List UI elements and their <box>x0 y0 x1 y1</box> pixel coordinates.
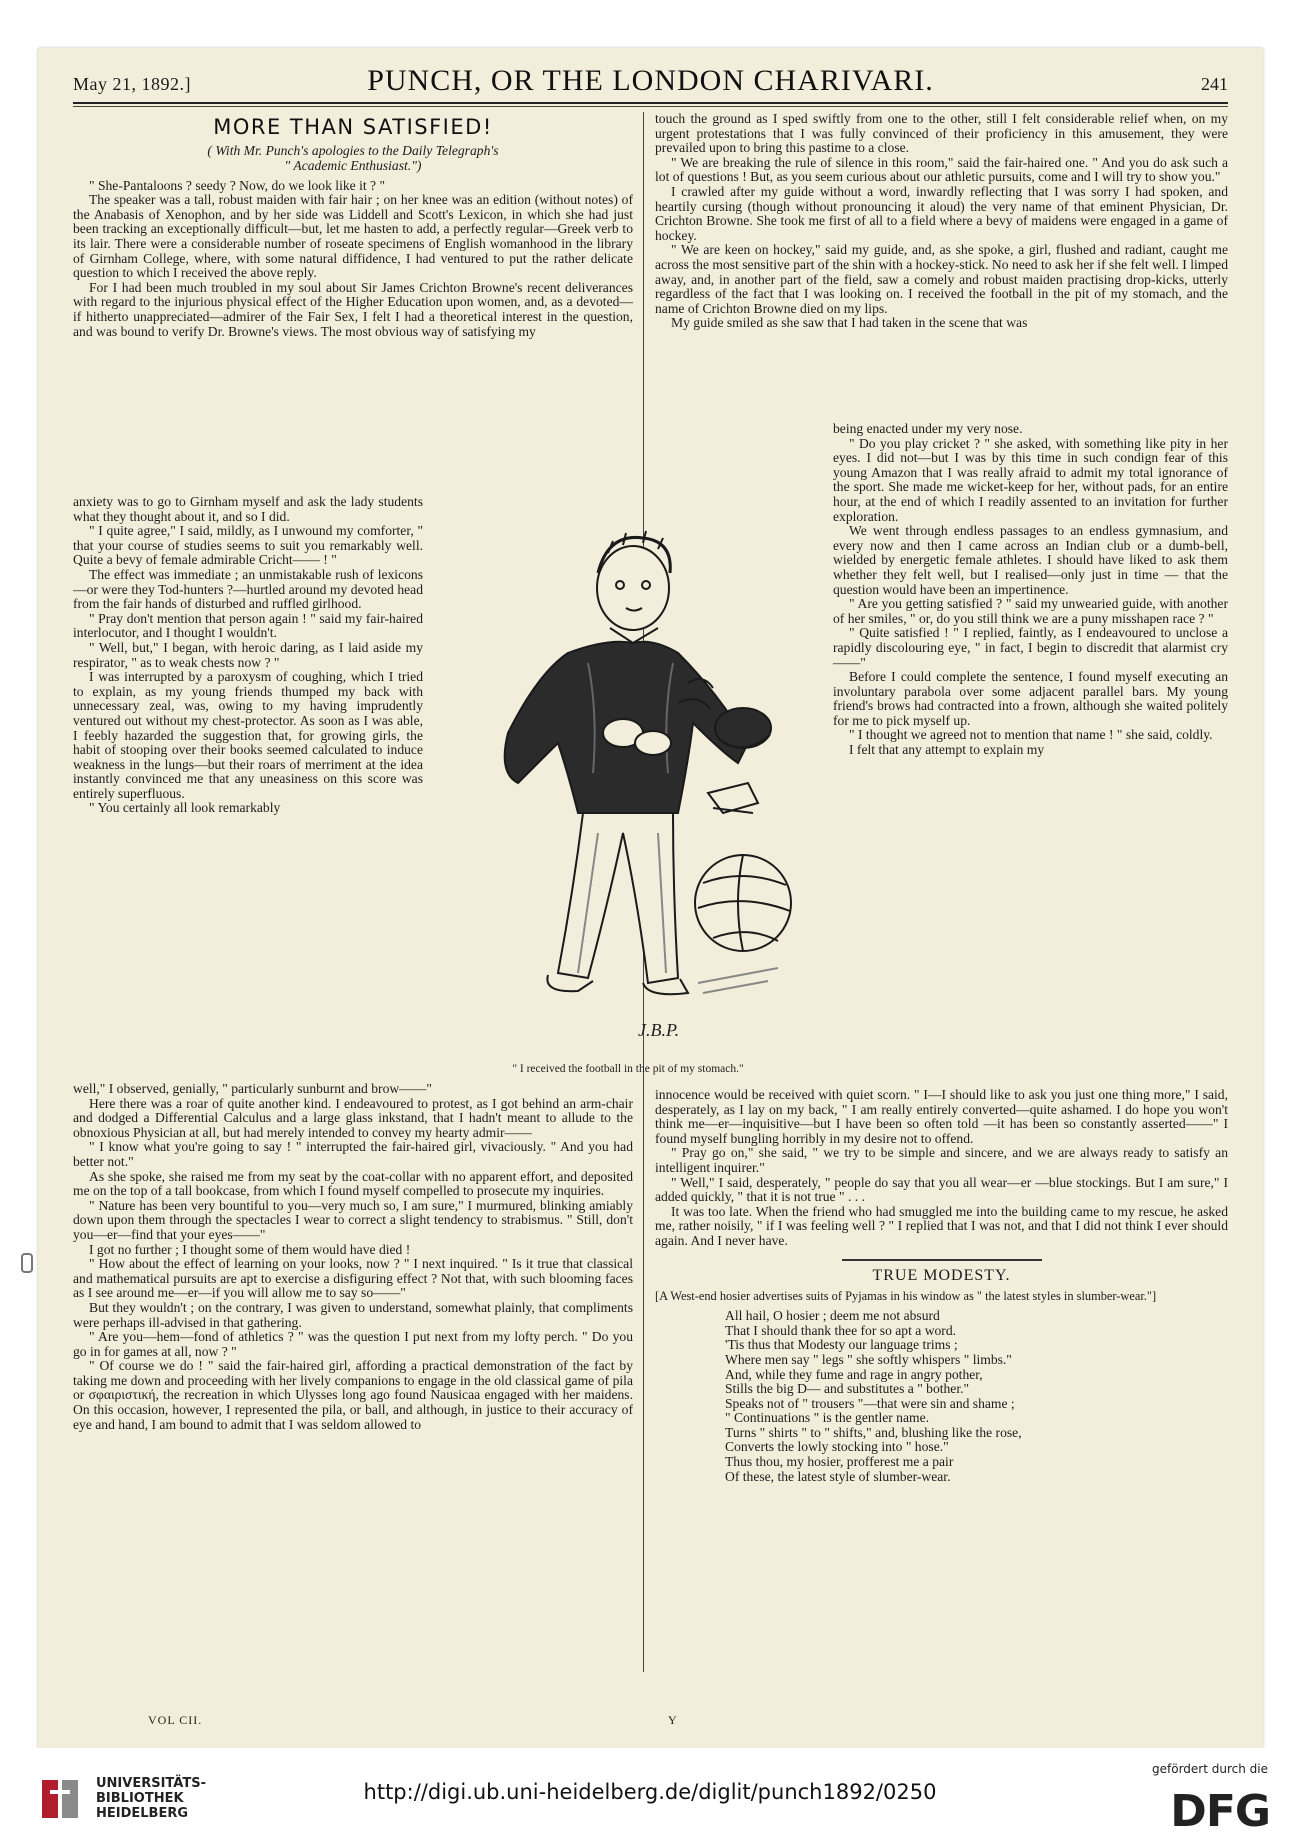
illustration-caption: " I received the football in the pit of my stomach." <box>512 1063 744 1075</box>
paragraph: " You certainly all look remarkably <box>89 800 281 816</box>
paragraph: " I know what you're going to say ! " interrupted the fair-haired girl, vivaciously. " And you had better not." <box>73 1139 633 1169</box>
paragraph: innocence would be received with quiet scorn. " I—I should like to ask you just one thing more," I said, desperately, as I lay on my back, " I am really entirely converted—quite ashamed. I do hope you won't think me—er—inquisitive—but I have been so often told —it has been so constantly asserted——" I found myself bungling horribly in my desire not to offend. <box>655 1087 1228 1146</box>
paragraph: well," I observed, genially, " particularly sunburnt and brow——" <box>73 1081 432 1096</box>
signature-mark: Y <box>668 1713 677 1727</box>
poem-body <box>725 1309 1228 1484</box>
paragraph: Before I could complete the sentence, I found myself executing an involuntary parabola over some adjacent parallel bars. My young friend's brows had contracted into a frown, although she waited politely for me to pick myself up. <box>833 669 1228 728</box>
paragraph: " Quite satisfied ! " I replied, faintly, as I endeavoured to unclose a rapidly discolouring eye, " in fact, I begin to discredit that alarmist cry——" <box>833 625 1228 670</box>
paragraph: anxiety was to go to Girnham myself and ask the lady students what they thought about it, and so I did. <box>73 494 423 524</box>
poem-line: Converts the lowly stocking into " hose." <box>725 1439 949 1455</box>
poem-line: And, while they fume and rage in angry pother, <box>725 1366 983 1382</box>
left-column-bottom <box>73 1082 633 1432</box>
right-column-narrow <box>833 422 1228 758</box>
paragraph: My guide smiled as she saw that I had taken in the scene that was <box>671 315 1028 331</box>
poem-line: That I should thank thee for so apt a word. <box>725 1322 957 1338</box>
binding-clip-icon <box>20 1252 34 1274</box>
paragraph: " I thought we agreed not to mention that name ! " she said, coldly. <box>849 727 1213 743</box>
article-title: MORE THAN SATISFIED! <box>213 115 493 139</box>
paragraph: " Are you—hem—fond of athletics ? " was the question I put next from my lofty perch. " Do you go in for games at all, now ? " <box>73 1329 633 1359</box>
paragraph: I felt that any attempt to explain my <box>849 742 1045 758</box>
scanned-page <box>38 48 1263 1748</box>
paragraph: " We are keen on hockey," said my guide, and, as she spoke, a girl, flushed and radiant, caught me across the most sensitive part of the shin with a hockey-stick. No need to ask her if she felt well. I limped away, and, in another part of the field, saw a comely and robust maiden practising drop-kicks, utterly regardless of the fact that I was looking on. I received the football in the pit of my stomach, and the name of Crichton Browne died on my lips. <box>655 242 1228 316</box>
paragraph: " Pray don't mention that person again ! " said my fair-haired interlocutor, and I thought I wouldn't. <box>73 610 423 641</box>
paragraph: " She-Pantaloons ? seedy ? Now, do we look like it ? " <box>89 177 386 193</box>
paragraph: The effect was immediate ; an unmistakable rush of lexicons—or were they Tod-hunters ?—hurtled around my devoted head from the fair hands of disturbed and ruffled girlhood. <box>73 566 423 612</box>
page-number: 241 <box>1201 74 1228 94</box>
poem-epigraph: [A West-end hosier advertises suits of Pyjamas in his window as " the latest styles in slumber-wear."] <box>655 1289 1157 1304</box>
poem-line: Of these, the latest style of slumber-wear. <box>725 1468 951 1484</box>
paragraph: " Nature has been very bountiful to you—very much so, I am sure," I murmured, blinking amiably down upon them through the spectacles I wear to correct a slight tendency to strabismus. " Still, don't you—er—find that your eyes——" <box>73 1197 633 1242</box>
paragraph: " Well, but," I began, with heroic daring, as I laid aside my respirator, " as to weak chests now ? " <box>73 639 423 670</box>
poem-line: All hail, O hosier ; deem me not absurd <box>725 1308 940 1324</box>
poem-line: Stills the big D— and substitutes a " bother." <box>725 1381 970 1397</box>
poem-line: Speaks not of " trousers "—that were sin and shame ; <box>725 1395 1015 1411</box>
paragraph: For I had been much troubled in my soul about Sir James Crichton Browne's recent deliverances with regard to the injurious physical effect of the Higher Education upon women, and, as a devoted—if hitherto unappreciated—admirer of the Fair Sex, I felt I had a theoretical interest in the question, and was bound to verify Dr. Browne's views. The most obvious way of satisfying my <box>73 279 633 339</box>
paragraph: touch the ground as I sped swiftly from one to the other, still I felt considerable relief when, on my urgent protestations that I was fully convinced of their proficiency in this amusement, they were prevailed upon to bring this pastime to a close. <box>655 111 1228 156</box>
viewer-footer <box>0 1748 1300 1846</box>
paragraph: The speaker was a tall, robust maiden with fair hair ; on her knee was an edition (without notes) of the Anabasis of Xenophon, and by her side was Liddell and Scott's Lexicon, in which she had just been tracking an exceptionally difficult—but, let me hasten to add, a perfectly regular—Greek verb to its lair. There were a considerable number of roseate specimens of English womanhood in the library of Girnham College, where, with some natural diffidence, I had ventured to put the rather delicate question to which I received the above reply. <box>73 192 633 281</box>
poem-line: 'Tis thus that Modesty our language trims ; <box>725 1337 958 1353</box>
paragraph: It was too late. When the friend who had smuggled me into the building came to my rescue, he asked me, rather noisily, " if I was feeling well ? " I replied that I was not, and that I did not think I ever should again. And I never have. <box>655 1203 1228 1248</box>
poem-line: Turns " shirts " to " shifts," and, blushing like the rose, <box>725 1424 1022 1440</box>
volume-label: VOL CII. <box>148 1713 203 1727</box>
paragraph: As she spoke, she raised me from my seat by the coat-collar with no apparent effort, and deposited me on the top of a tall bookcase, from which I found myself compelled to prosecute my inquiries. <box>73 1168 633 1199</box>
paragraph: " We are breaking the rule of silence in this room," said the fair-haired one. " And you do ask such a lot of questions ! But, as you seem curious about our athletic pursuits, come and I will try to show you." <box>655 154 1228 185</box>
artist-signature: J.B.P. <box>638 1020 680 1040</box>
library-name: UNIVERSITÄTS- BIBLIOTHEK HEIDELBERG <box>96 1776 206 1821</box>
paragraph: " Pray go on," she said, " we try to be simple and sincere, and we are always ready to satisfy an intelligent inquirer." <box>655 1145 1228 1175</box>
poem-title: TRUE MODESTY. <box>872 1266 1011 1284</box>
sponsor-text: gefördert durch die <box>1152 1762 1268 1776</box>
header-rule <box>73 102 1228 104</box>
subtitle-line-2: " Academic Enthusiast.") <box>284 157 422 173</box>
dfg-logo[interactable]: DFG <box>1170 1786 1270 1837</box>
poem-line: Thus thou, my hosier, profferest me a pair <box>725 1454 954 1470</box>
paragraph: We went through endless passages to an endless gymnasium, and every now and then I came across an Indian club or a dumb-bell, wielded by energetic female athletes. I should have liked to ask them whether they felt well, but I realised—only just in time — that the question would have been an impertinence. <box>833 523 1228 597</box>
article-subtitle <box>73 143 633 173</box>
subtitle-line-1: ( With Mr. Punch's apologies to the Daily Telegraph's <box>207 142 499 158</box>
permalink-url[interactable]: http://digi.ub.uni-heidelberg.de/diglit/punch1892/0250 <box>363 1780 937 1804</box>
paragraph: " Are you getting satisfied ? " said my unwearied guide, with another of her smiles, " or, do you still think we are a puny misshapen race ? " <box>833 596 1228 626</box>
page-header <box>73 60 1228 100</box>
poem-line: Where men say " legs " she softly whispers " limbs." <box>725 1351 1012 1367</box>
paragraph: " How about the effect of learning on your looks, now ? " I next inquired. " Is it true that classical and mathematical pursuits are apt to exercise a disfiguring effect ? Not that, with such blooming faces as I see around me—er—if you will allow me to say so——" <box>73 1256 633 1301</box>
left-column-narrow <box>73 495 423 816</box>
paragraph: " I quite agree," I said, mildly, as I unwound my comforter, " that your course of studies seems to suit you remarkably well. Quite a bevy of female admirable Cricht—— ! " <box>73 523 423 568</box>
paragraph: I crawled after my guide without a word, inwardly reflecting that I was sorry I had spoken, and heartily cursing (though without pronouncing it aloud) the very name of that eminent Physician, Dr. Crichton Browne. She took me first of all to a field where a bevy of maidens were engaged in a game of hockey. <box>655 183 1228 243</box>
left-column-top <box>73 110 633 339</box>
paragraph: But they wouldn't ; on the contrary, I was given to understand, somewhat plainly, that compliments were perhaps ill-advised in that gathering. <box>73 1299 633 1330</box>
paragraph: I got no further ; I thought some of them would have died ! <box>89 1241 411 1257</box>
paragraph: Here there was a roar of quite another kind. I endeavoured to protest, as I got behind an arm-chair and dodged a Differential Calculus and a large glass inkstand, that I hadn't meant to allude to the obnoxious Physician at all, but had merely intended to convey my hearty admir—— <box>73 1095 633 1140</box>
football-illustration <box>448 513 838 1093</box>
poem-line: " Continuations " is the gentler name. <box>725 1410 930 1426</box>
issue-date: May 21, 1892.] <box>73 74 191 94</box>
header-rule-thin <box>73 106 1228 107</box>
paragraph: " Do you play cricket ? " she asked, with something like pity in her eyes. I did not—but I was by this time in such condign fear of this young Amazon that I was really afraid to admit my total ignorance of the sport. She made me wicket-keep for her, without pads, for an entire hour, at the end of which I readily assented to an invitation for further exploration. <box>833 435 1228 524</box>
right-column-top <box>655 112 1228 331</box>
paragraph: " Well," I said, desperately, " people do say that you all wear—er —blue stockings. But I am sure," I added quickly, " that it is not true " . . . <box>655 1174 1228 1205</box>
paragraph: being enacted under my very nose. <box>833 421 1023 436</box>
paragraph: " Of course we do ! " said the fair-haired girl, affording a practical demonstration of the fact by taking me down and proceeding with her lively companions to engage in the old classical game of pila or σφαιριστική, the recreation in which Ulysses long ago found Nausicaa engaged with her maidens. On this occasion, however, I represented the pila, or ball, and although, in justice to their accuracy of eye and hand, I am bound to admit that I was seldom allowed to <box>73 1358 633 1432</box>
masthead-title: PUNCH, OR THE LONDON CHARIVARI. <box>367 64 934 97</box>
section-divider <box>842 1259 1042 1261</box>
right-column-bottom <box>655 1088 1228 1484</box>
paragraph: I was interrupted by a paroxysm of coughing, which I tried to explain, as my young friends thumped my back with unnecessary zeal, was, owing to my having imprudently ventured out without my chest-protector. As soon as I was able, I feebly hazarded the suggestion that, for growing girls, the habit of stooping over their books seemed calculated to induce weakness in the lungs—but their roars of merriment at the idea instantly convinced me that any uneasiness on this score was entirely superfluous. <box>73 669 423 801</box>
